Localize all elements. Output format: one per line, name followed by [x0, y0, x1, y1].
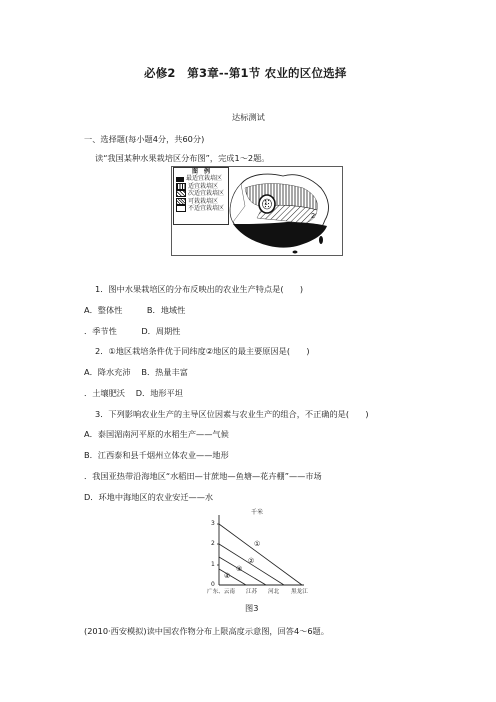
question-1: 1．图中水果栽培区的分布反映出的农业生产特点是( ) — [95, 284, 304, 294]
question-3-option-c: ．我国亚热带沿海地区“水稻田—甘蔗地—鱼塘—花卉棚”——市场 — [84, 471, 322, 481]
legend-label: 不适宜栽培区 — [188, 205, 225, 213]
map-label-1: 1 — [264, 200, 268, 207]
intro-q1-2: 读“我国某种水果栽培区分布图”，完成1～2题。 — [95, 153, 270, 163]
legend-label: 可栽栽培区 — [188, 197, 219, 205]
boundary-line-3 — [219, 557, 266, 585]
question-3-option-a: A．泰国湄南河平原的水稻生产——气候 — [84, 429, 229, 439]
legend-label: 适宜栽培区 — [188, 182, 219, 190]
legend-item-unsuitable — [174, 205, 228, 212]
legend-swatch-vlines — [176, 183, 186, 190]
legend-swatch-hatch — [176, 190, 186, 197]
question-2-options-cd: ．土壤肥沃 D．地形平坦 — [84, 388, 183, 398]
intro-q4-6: (2010·西安模拟)读中国农作物分布上限高度示意图，回答4～6题。 — [84, 626, 329, 636]
y-tick-0: 0 — [211, 581, 215, 588]
legend-label: 最适宜栽培区 — [186, 175, 223, 183]
figure-caption: 图3 — [245, 603, 259, 613]
y-tick-3: 3 — [211, 520, 215, 527]
legend-swatch-blank — [176, 205, 186, 212]
question-3: 3．下列影响农业生产的主导区位因素与农业生产的组合，不正确的是( ) — [95, 409, 369, 419]
region-label-2: ② — [248, 557, 255, 565]
region-label-3: ③ — [236, 565, 243, 573]
question-3-option-b: B．江西泰和县千烟州立体农业——地形 — [84, 450, 229, 460]
question-3-option-d: D．环地中海地区的农业安迁——水 — [84, 492, 214, 502]
y-tick-1: 1 — [211, 561, 215, 568]
page-title: 必修2 第3章--第1节 农业的区位选择 — [144, 66, 347, 80]
subtitle: 达标测试 — [232, 112, 265, 122]
question-1-options-ab: A．整体性 B．地域性 — [84, 305, 186, 315]
fruit-distribution-map — [171, 166, 343, 256]
question-2-options-ab: A．降水充沛 B．热量丰富 — [84, 367, 188, 377]
x-tick-hebei: 河北 — [268, 589, 280, 595]
legend-label: 次适宜栽培区 — [188, 190, 225, 198]
legend-item-most — [174, 175, 228, 182]
question-2: 2．①地区栽培条件优于同纬度②地区的最主要原因是( ) — [95, 346, 310, 356]
section-heading: 一、选择题(每小题4分，共60分) — [84, 134, 205, 144]
region-label-1: ① — [254, 540, 261, 548]
y-tick-2: 2 — [211, 540, 215, 547]
x-tick-heilongjiang: 黑龙江 — [291, 589, 308, 595]
legend-item-possible — [174, 198, 228, 205]
x-tick-guangdong-yunnan: 广东、云南 — [207, 589, 235, 595]
legend-swatch-black — [176, 177, 184, 182]
map-legend — [173, 167, 229, 225]
legend-title: 图 例 — [191, 168, 210, 175]
legend-swatch-cross — [176, 198, 186, 205]
region-label-4: ④ — [224, 572, 231, 580]
boundary-line-1 — [219, 524, 302, 585]
legend-item-sub — [174, 190, 228, 197]
question-1-options-cd: ．季节性 D．周期性 — [84, 326, 181, 336]
x-tick-jiangsu: 江苏 — [246, 589, 258, 595]
map-label-2: 2 — [311, 213, 315, 220]
y-unit-label: 千米 — [251, 509, 264, 516]
altitude-diagram — [206, 507, 330, 595]
